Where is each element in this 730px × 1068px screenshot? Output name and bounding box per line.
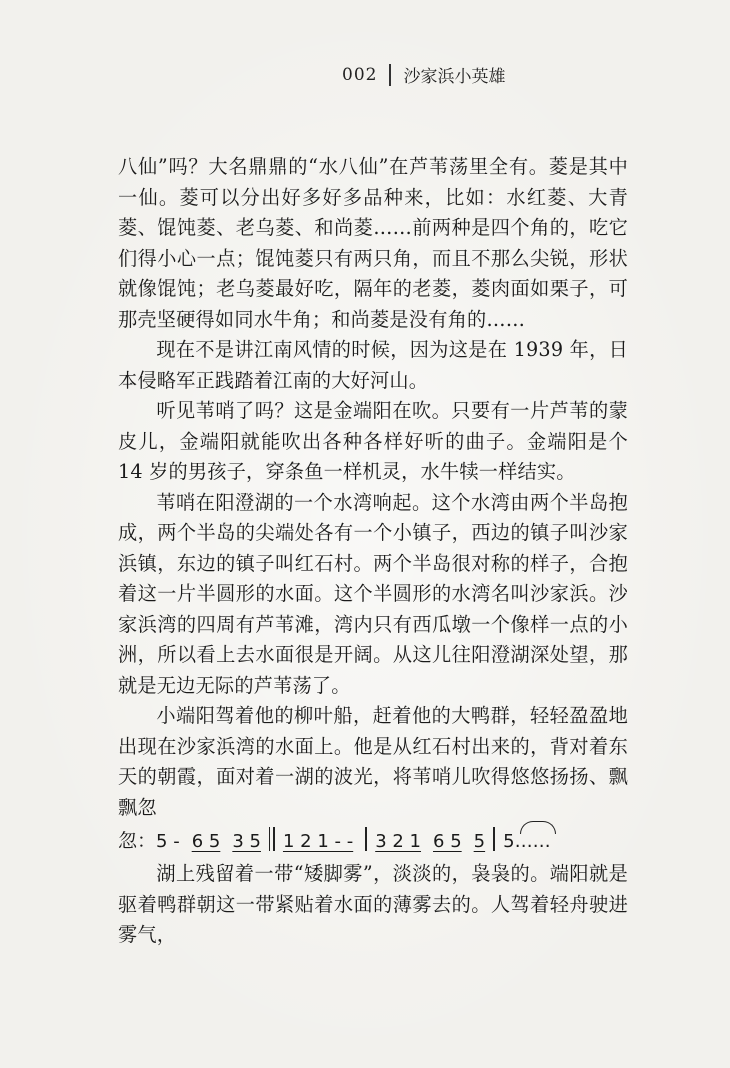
book-title: 沙家浜小英雄 [403, 67, 506, 87]
paragraph-1: 八仙”吗？大名鼎鼎的“水八仙”在芦苇荡里全有。菱是其中一仙。菱可以分出好多好多品种来，比如：水红菱、大青菱、馄饨菱、老乌菱、和尚菱……前两种是四个角的，吃它们得小心一点；馄饨菱只有两只角，而且不那么尖锐，形状就像馄饨；老乌菱最好吃，隔年的老菱，菱肉面如栗子，可那壳坚硬得如同水牛角；和尚菱是没有角的…… [118, 155, 628, 331]
body-text [118, 152, 628, 951]
barline-2 [493, 827, 495, 851]
music-lead: 忽： [118, 830, 157, 852]
note-group-1: 5 - [156, 831, 180, 852]
running-header [342, 62, 505, 87]
note-group-5: 3 2 1 [375, 831, 422, 852]
note-group-3: 3 5 [232, 831, 261, 852]
paragraph-6: 湖上残留着一带“矮脚雾”，淡淡的，袅袅的。端阳就是驱着鸭群朝这一带紧贴着水面的薄雾去的。人驾着轻舟驶进雾气， [118, 862, 628, 946]
note-group-4: 1 2 1 - - [282, 831, 354, 852]
note-group-6: 6 5 [433, 831, 462, 852]
barline-1 [365, 827, 367, 851]
note-group-8: 5 [503, 831, 515, 852]
page-number: 002 [342, 64, 378, 85]
paragraph-4: 苇哨在阳澄湖的一个水湾响起。这个水湾由两个半岛抱成，两个半岛的尖端处各有一个小镇子，西边的镇子叫沙家浜镇，东边的镇子叫红石村。两个半岛很对称的样子，合抱着这一片半圆形的水面。这个半圆形的水湾名叫沙家浜。沙家浜湾的四周有芦苇滩，湾内只有西瓜墩一个像样一点的小洲，所以看上去水面很是开阔。从这儿往阳澄湖深处望，那就是无边无际的芦苇荡了。 [118, 490, 628, 697]
paragraph-5: 小端阳驾着他的柳叶船，赶着他的大鸭群，轻轻盈盈地出现在沙家浜湾的水面上。他是从红石村出来的，背对着东天的朝霞，面对着一湖的波光，将苇哨儿吹得悠悠扬扬、飘飘忽 [118, 704, 628, 819]
header-separator [389, 64, 391, 86]
paragraph-2: 现在不是讲江南风情的时候，因为这是在 1939 年，日本侵略军正践踏着江南的大好河山。 [118, 338, 628, 392]
tie-mark [520, 821, 556, 834]
music-notation [118, 823, 628, 859]
paragraph-3: 听见苇哨了吗？这是金端阳在吹。只要有一片芦苇的蒙皮儿，金端阳就能吹出各种各样好听的曲子。金端阳是个 14 岁的男孩子，穿条鱼一样机灵，水牛犊一样结实。 [118, 399, 628, 483]
double-barline [269, 823, 275, 847]
note-group-7: 5 [473, 831, 486, 852]
note-group-2: 6 5 [191, 831, 221, 852]
music-ellipsis: …… [514, 831, 551, 852]
